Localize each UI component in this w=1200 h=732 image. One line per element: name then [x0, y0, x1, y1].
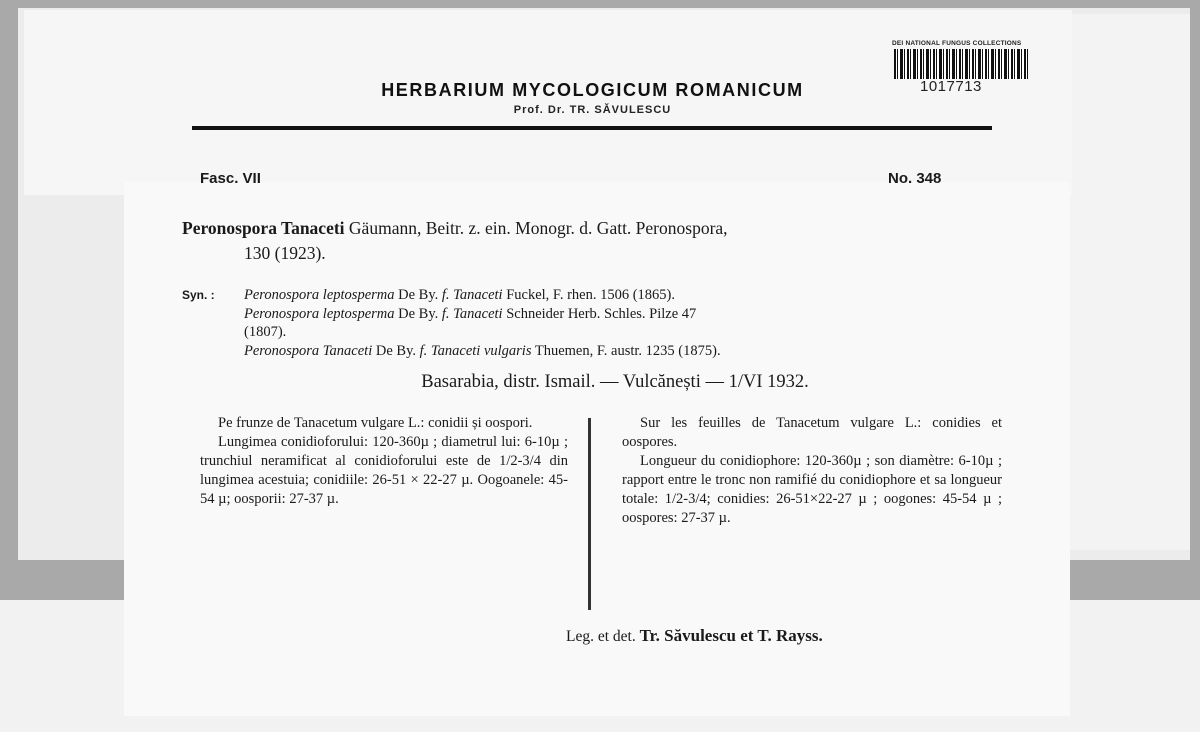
- herbarium-title: HERBARIUM MYCOLOGICUM ROMANICUM: [381, 80, 804, 100]
- synonym-forma: f. Tanaceti vulgaris: [419, 342, 532, 359]
- synonym-source: Schneider Herb. Schles. Pilze 47: [506, 305, 697, 322]
- synonyms-block: [182, 286, 1012, 360]
- french-measurements: Longueur du conidiophore: 120-360µ ; son diamètre: 6-10µ ; rapport entre le tronc non ramifié du conidiophore et sa longueur totale: 1/2-3/4; conidies: 26-51×22-27 µ ; oogones: 45-54 µ ; oospores: 27-37 µ.: [622, 453, 1002, 526]
- synonym-source: Thuemen, F. austr. 1235 (1875).: [534, 342, 721, 359]
- romanian-host: Pe frunze de Tanacetum vulgare L.: conidii și oospori.: [218, 415, 533, 431]
- header-rule: [192, 126, 992, 130]
- barcode-bars: [894, 49, 1028, 79]
- synonym-name: Peronospora leptosperma: [244, 305, 395, 322]
- synonym-author: De By.: [398, 287, 439, 303]
- synonym-source: Fuckel, F. rhen. 1506 (1865).: [506, 287, 676, 303]
- synonym-author: De By.: [398, 305, 439, 322]
- barcode-caption: DEI NATIONAL FUNGUS COLLECTIONS: [892, 40, 1022, 47]
- column-divider: [588, 418, 591, 610]
- french-description: [622, 414, 1002, 528]
- synonym-line: [244, 286, 1012, 305]
- synonym-line: [244, 342, 1012, 361]
- synonym-forma: f. Tanaceti: [441, 305, 503, 322]
- synonym-forma: f. Tanaceti: [441, 287, 503, 303]
- barcode-number: 1017713: [920, 78, 982, 95]
- specimen-number: No. 348: [888, 170, 942, 187]
- french-host: Sur les feuilles de Tanacetum vulgare L.: conidies et oospores.: [622, 415, 1002, 450]
- barcode-label: [888, 40, 1034, 104]
- synonym-name: Peronospora Tanaceti: [244, 342, 373, 359]
- synonym-continuation: (1807).: [244, 324, 287, 340]
- species-citation: [182, 216, 1002, 266]
- herbarium-subtitle: Prof. Dr. TR. SĂVULESCU: [513, 104, 672, 116]
- collector-line: [566, 626, 823, 646]
- synonym-author: De By.: [375, 342, 416, 359]
- synonyms-label: Syn. :: [182, 288, 215, 302]
- synonym-name: Peronospora leptosperma: [244, 287, 395, 303]
- fascicle-number: Fasc. VII: [200, 170, 261, 187]
- collector-prefix: Leg. et det.: [566, 628, 636, 645]
- species-authority-1: Gäumann, Beitr. z. ein. Monogr. d. Gatt. Peronospora,: [348, 218, 728, 238]
- romanian-measurements: Lungimea conidioforului: 120-360µ ; diametrul lui: 6-10µ ; trunchiul neramificat al conidioforului este de 1/2-3/4 din lungimea acestuia; conidiile: 26-51 × 22-27 µ. Oogoanele: 45-54 µ; oosporii: 27-37 µ.: [200, 434, 568, 507]
- collector-names: Tr. Săvulescu et T. Rayss.: [639, 626, 823, 645]
- collection-locality: Basarabia, distr. Ismail. — Vulcănești — 1/VI 1932.: [421, 372, 809, 392]
- species-authority-2: 130 (1923).: [244, 243, 326, 263]
- species-name: Peronospora Tanaceti: [182, 218, 345, 238]
- romanian-description: [200, 414, 568, 509]
- synonym-line: [244, 305, 1012, 324]
